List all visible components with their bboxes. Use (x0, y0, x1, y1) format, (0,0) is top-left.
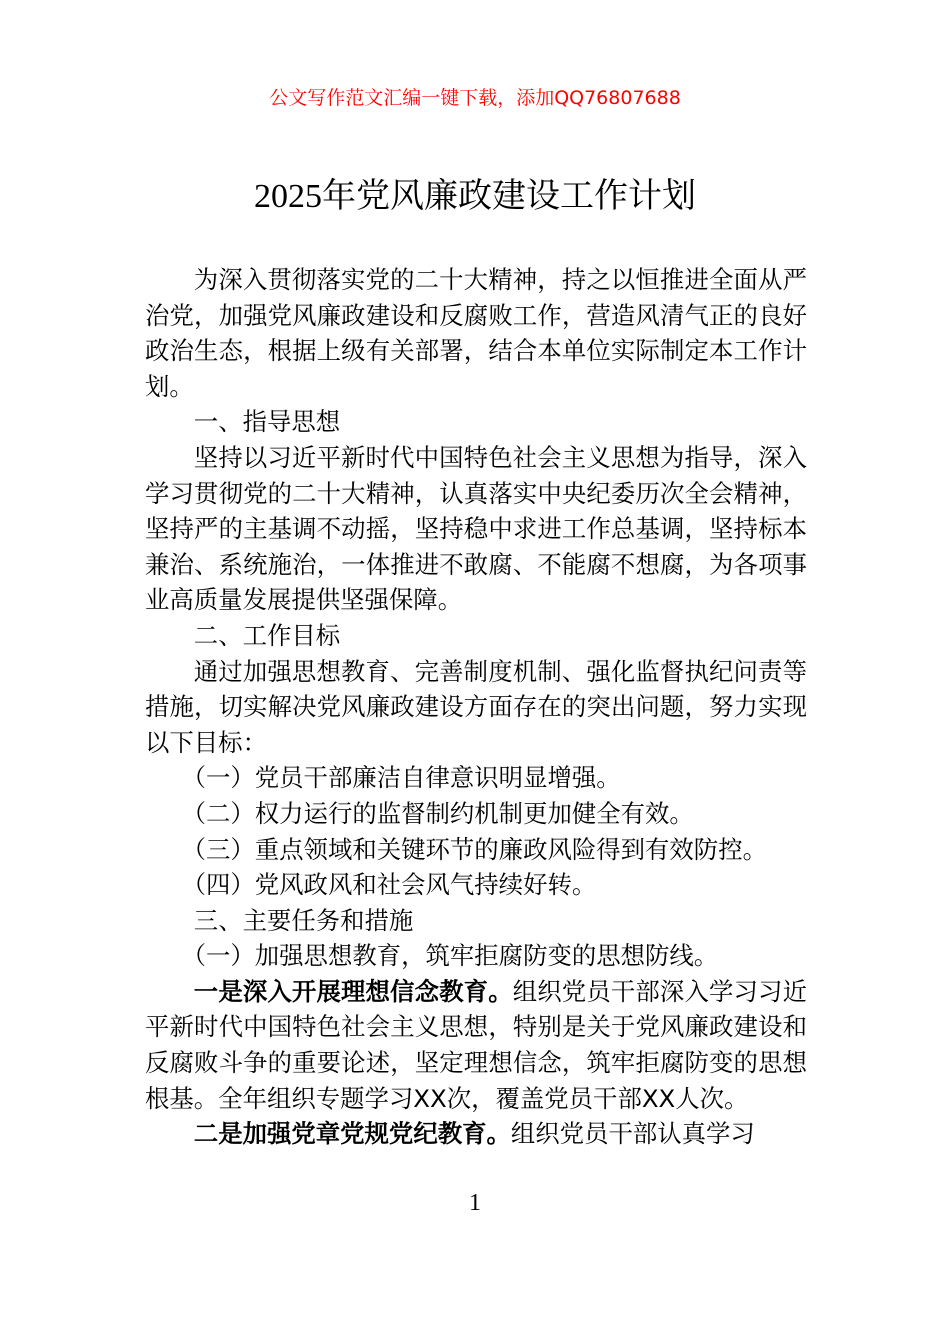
task-item-2-text: 组织党员干部认真学习 (510, 1119, 755, 1149)
document-title (0, 170, 950, 223)
guiding-thought-paragraph: 坚持以习近平新时代中国特色社会主义思想为指导，深入学习贯彻党的二十大精神，认真落实中央纪委历次全会精神，坚持严的主基调不动摇，坚持稳中求进工作总基调，坚持标本兼治、系统施治，一体推进不敢腐、不能腐不想腐，为各项事业高质量发展提供坚强保障。 (145, 442, 807, 615)
goal-item-4: （四）党风政风和社会风气持续好转。 (181, 870, 597, 900)
task-item-2 (145, 1116, 807, 1152)
section-heading-3: 三、主要任务和措施 (193, 905, 414, 935)
goal-item-2: （二）权力运行的监督制约机制更加健全有效。 (181, 798, 694, 828)
goal-item-1: （一）党员干部廉洁自律意识明显增强。 (181, 763, 621, 793)
section-heading-2: 二、工作目标 (193, 620, 341, 650)
goal-item-3: （三）重点领域和关键环节的廉政风险得到有效防控。 (181, 834, 767, 864)
task-item-2-lead: 二是加强党章党规党纪教育。 (193, 1119, 511, 1149)
task-item-1-lead: 一是深入开展理想信念教育。 (193, 976, 513, 1006)
title-text: 年党风廉政建设工作计划 (322, 176, 696, 216)
task-item-1-text: 组织党员干部深入学习习近平新时代中国特色社会主义思想，特别是关于党风廉政建设和反腐败斗争的重要论述，坚定理想信念，筑牢拒腐防变的思想根基。全年组织专题学习XX次，覆盖党员干部XX人次。 (145, 976, 807, 1113)
task-item-1 (145, 974, 807, 1116)
intro-paragraph: 为深入贯彻落实党的二十大精神，持之以恒推进全面从严治党，加强党风廉政建设和反腐败工作，营造风清气正的良好政治生态，根据上级有关部署，结合本单位实际制定本工作计划。 (145, 265, 807, 401)
work-goal-paragraph: 通过加强思想教育、完善制度机制、强化监督执纪问责等措施，切实解决党风廉政建设方面存在的突出问题，努力实现以下目标： (145, 656, 807, 757)
title-year: 2025 (254, 178, 322, 215)
task-subheading-1: （一）加强思想教育，筑牢拒腐防变的思想防线。 (181, 941, 719, 971)
section-heading-1: 一、指导思想 (193, 407, 341, 437)
document-body (145, 262, 807, 1152)
page-number: 1 (469, 1190, 481, 1216)
download-banner[interactable]: 公文写作范文汇编一键下载，添加QQ76807688 (269, 87, 681, 109)
